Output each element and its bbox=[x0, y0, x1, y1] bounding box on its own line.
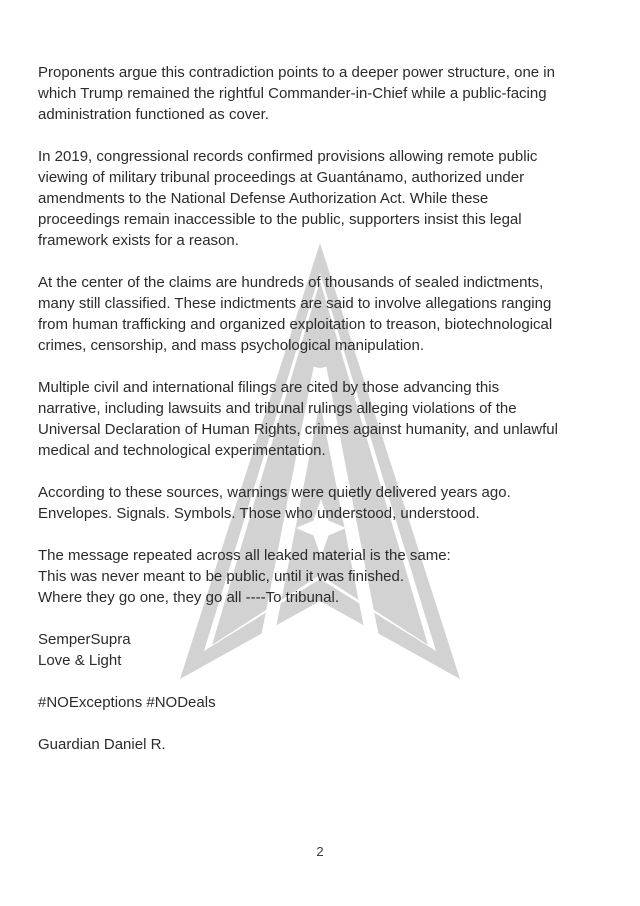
page-number: 2 bbox=[316, 844, 324, 859]
text-line: #NOExceptions #NODeals bbox=[38, 694, 216, 711]
text-line: crimes, censorship, and mass psychological manipulation. bbox=[38, 337, 425, 354]
text-line: The message repeated across all leaked material is the same: bbox=[38, 547, 451, 564]
text-line: At the center of the claims are hundreds of thousands of sealed indictments, bbox=[38, 274, 544, 291]
document-body bbox=[38, 62, 592, 776]
text-line: Universal Declaration of Human Rights, crimes against humanity, and unlawful bbox=[38, 421, 558, 438]
text-line: Love & Light bbox=[38, 652, 122, 669]
paragraph bbox=[38, 62, 592, 125]
text-line: SemperSupra bbox=[38, 631, 131, 648]
paragraph bbox=[38, 545, 592, 608]
text-line: medical and technological experimentation. bbox=[38, 442, 326, 459]
text-line: Multiple civil and international filings are cited by those advancing this bbox=[38, 379, 500, 396]
text-line: framework exists for a reason. bbox=[38, 232, 239, 249]
text-line: This was never meant to be public, until it was finished. bbox=[38, 568, 405, 585]
text-line: Where they go one, they go all ----To tribunal. bbox=[38, 589, 339, 606]
text-line: proceedings remain inaccessible to the public, supporters insist this legal bbox=[38, 211, 522, 228]
paragraph bbox=[38, 629, 592, 671]
text-line: According to these sources, warnings were quietly delivered years ago. bbox=[38, 484, 511, 501]
text-line: administration functioned as cover. bbox=[38, 106, 269, 123]
text-line: Envelopes. Signals. Symbols. Those who understood, understood. bbox=[38, 505, 480, 522]
text-line: viewing of military tribunal proceedings at Guantánamo, authorized under bbox=[38, 169, 525, 186]
text-line: from human trafficking and organized exploitation to treason, biotechnological bbox=[38, 316, 553, 333]
text-line: amendments to the National Defense Authorization Act. While these bbox=[38, 190, 489, 207]
paragraph bbox=[38, 692, 592, 713]
paragraph bbox=[38, 482, 592, 524]
text-line: many still classified. These indictments are said to involve allegations ranging bbox=[38, 295, 552, 312]
text-line: Guardian Daniel R. bbox=[38, 736, 166, 753]
paragraph bbox=[38, 734, 592, 755]
text-line: which Trump remained the rightful Commander-in-Chief while a public-facing bbox=[38, 85, 547, 102]
text-line: narrative, including lawsuits and tribunal rulings alleging violations of the bbox=[38, 400, 517, 417]
paragraph bbox=[38, 377, 592, 461]
paragraph bbox=[38, 146, 592, 251]
text-line: In 2019, congressional records confirmed provisions allowing remote public bbox=[38, 148, 538, 165]
paragraph bbox=[38, 272, 592, 356]
text-line: Proponents argue this contradiction points to a deeper power structure, one in bbox=[38, 64, 555, 81]
